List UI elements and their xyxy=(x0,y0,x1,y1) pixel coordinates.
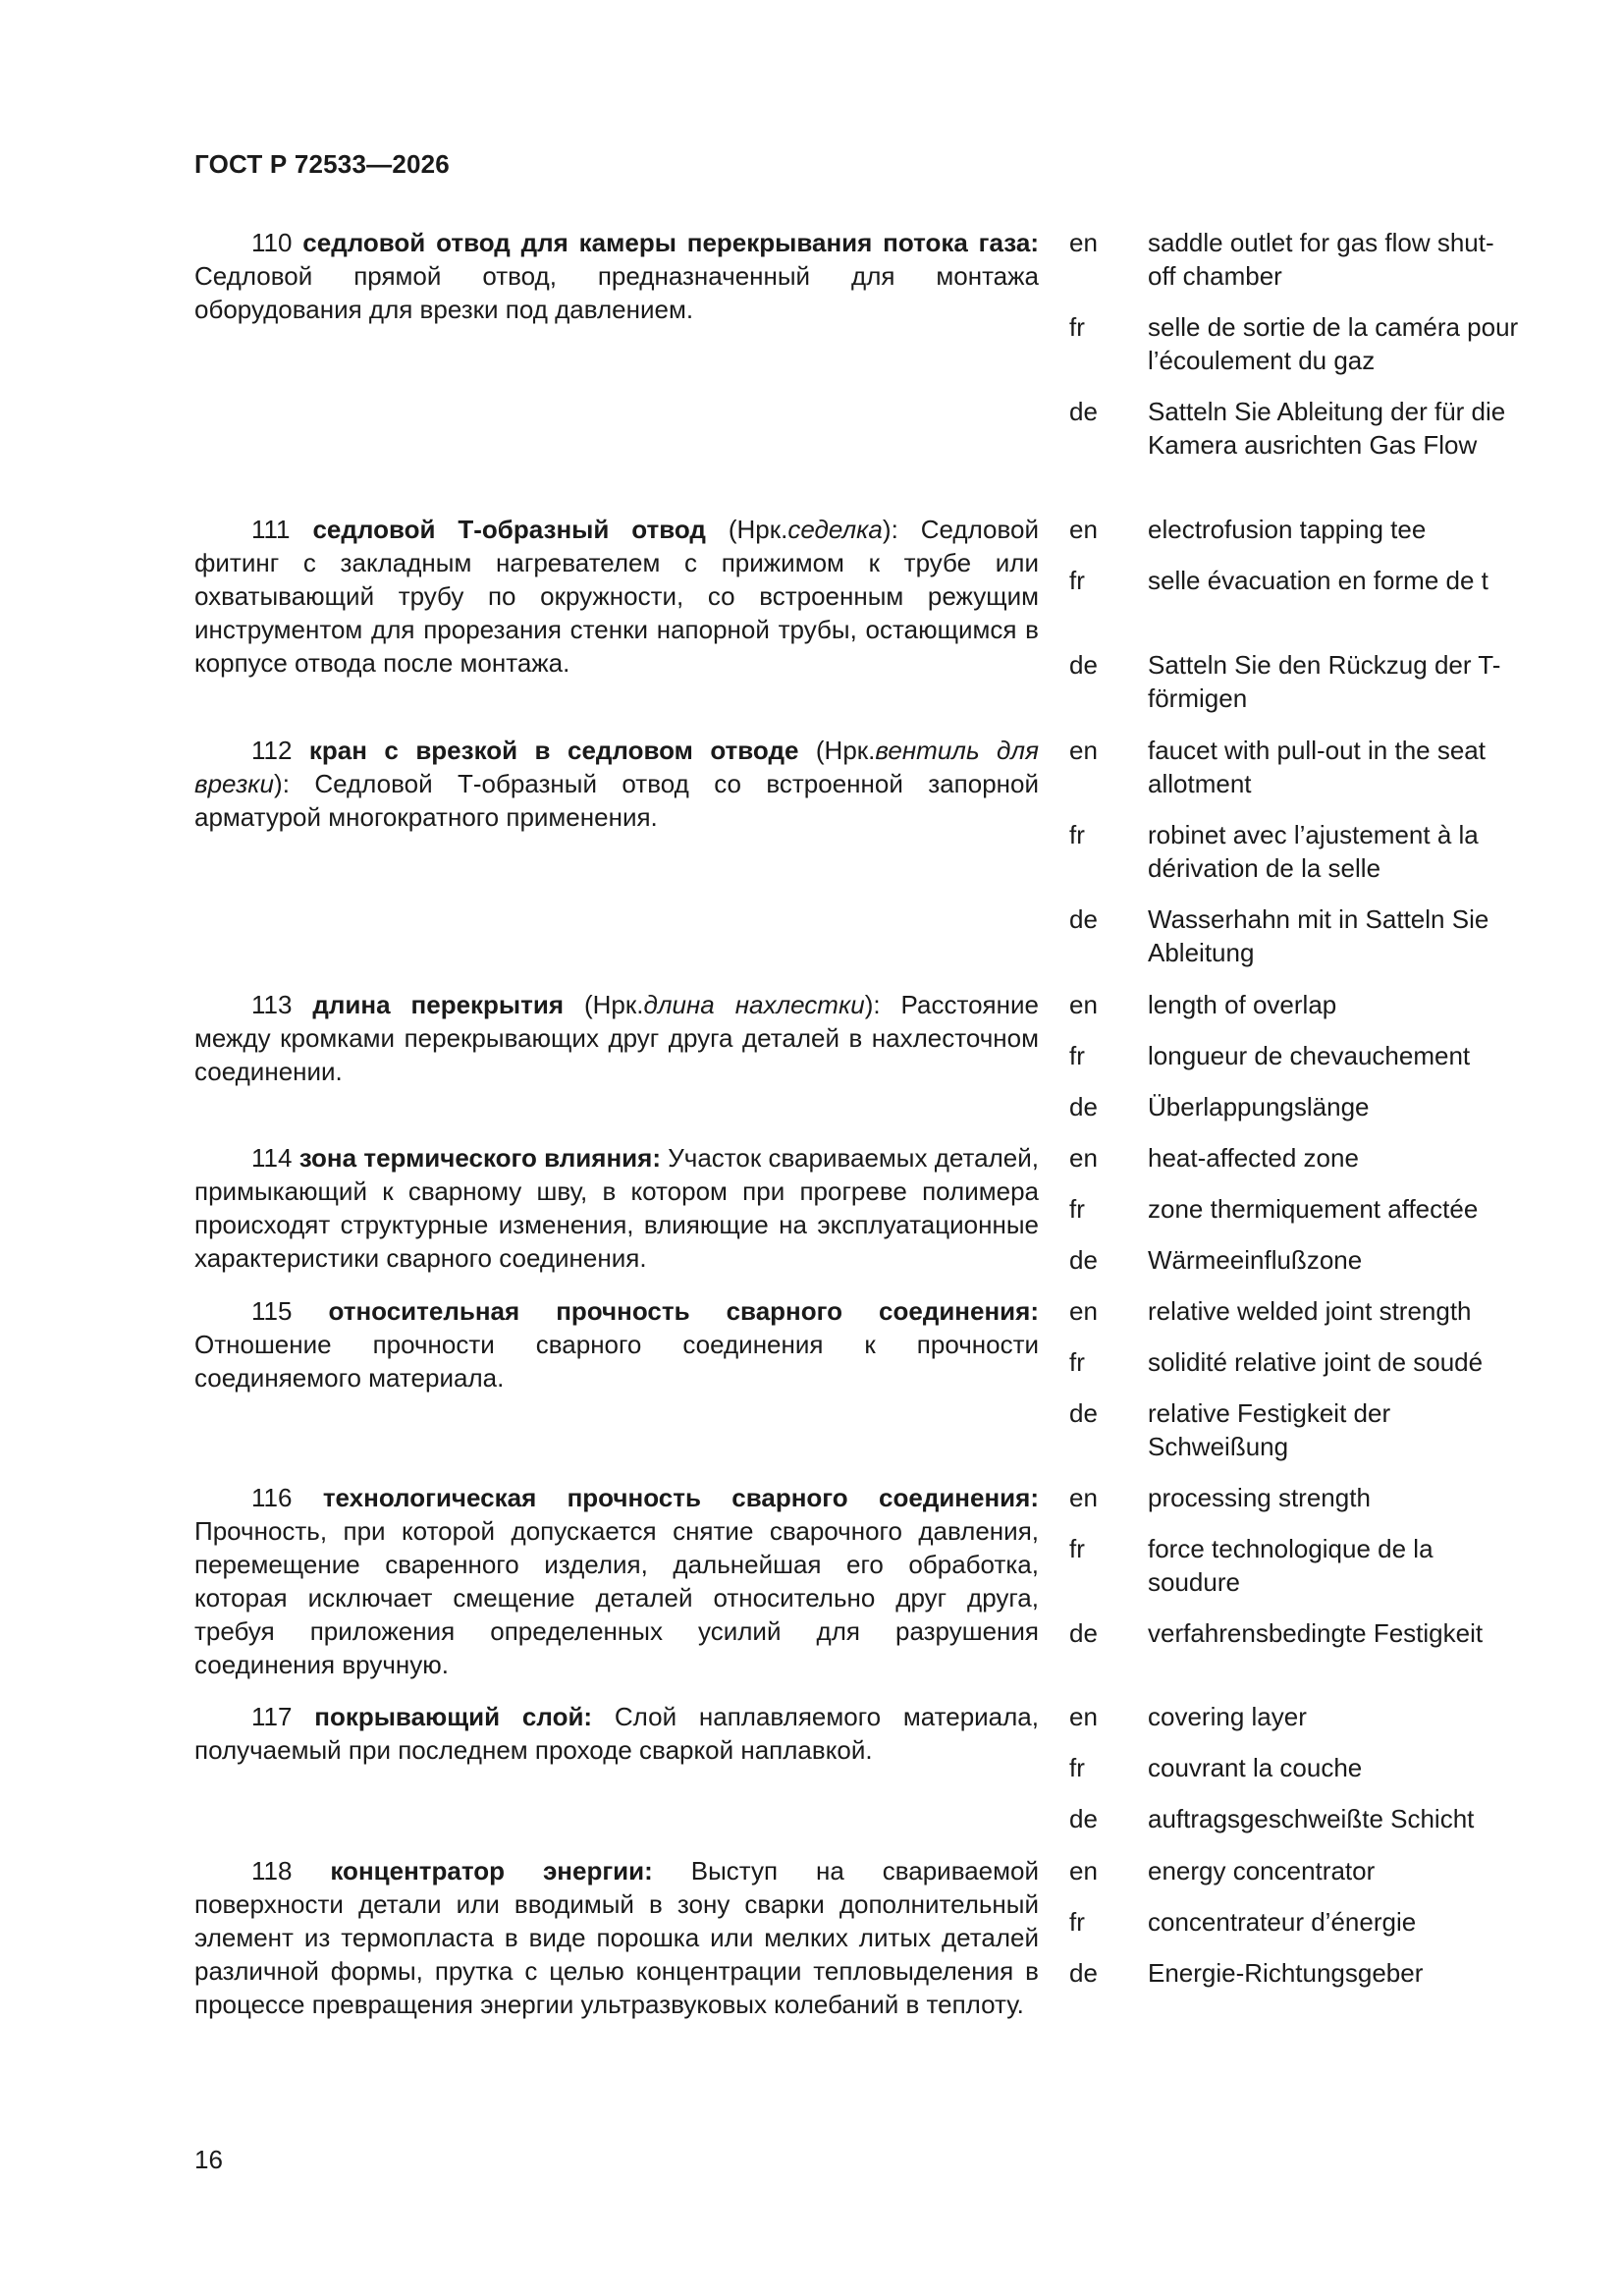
lang-code: en xyxy=(1069,1483,1098,1512)
foreign-equivalent: processing strength xyxy=(1148,1483,1371,1512)
foreign-equivalent: Satteln Sie den Rückzug der T-förmigen xyxy=(1148,650,1501,713)
lang-code: fr xyxy=(1069,1041,1085,1070)
term-definition xyxy=(194,988,1039,1088)
lang-code: de xyxy=(1069,1092,1098,1121)
foreign-equivalent: relative welded joint strength xyxy=(1148,1296,1472,1326)
definition-text: Отношение прочности сварного соединения к прочности соединяемого материала. xyxy=(194,1330,1039,1393)
term-name: концентратор энергии: xyxy=(330,1856,653,1886)
deprecated-label: (Нрк. xyxy=(583,990,644,1019)
page-number: 16 xyxy=(194,2145,223,2174)
deprecated-label: (Нрк. xyxy=(728,515,788,544)
lang-code: fr xyxy=(1069,1534,1085,1563)
term-number: 115 xyxy=(251,1296,293,1326)
foreign-equivalent: selle de sortie de la caméra pour l’écoulement du gaz xyxy=(1148,312,1519,375)
term-number: 116 xyxy=(251,1483,293,1512)
foreign-equivalent: faucet with pull-out in the seat allotment xyxy=(1148,736,1486,798)
deprecated-suffix: ): xyxy=(274,769,290,798)
definition-text: Седловой фитинг с закладным нагревателем с прижимом к трубе или охватывающий трубу по окружности, со встроенным режущим инструментом для прорезания стенки напорной трубы, остающимся в корпусе отвода после монтажа. xyxy=(194,515,1039,678)
term-name: покрывающий слой: xyxy=(314,1702,593,1731)
definition-text: Седловой прямой отвод, предназначенный для монтажа оборудования для врезки под давлением. xyxy=(194,261,1039,324)
lang-code: de xyxy=(1069,904,1098,934)
foreign-equivalent: zone thermiquement affectée xyxy=(1148,1194,1479,1224)
term-definition xyxy=(194,513,1039,680)
foreign-equivalent: heat-affected zone xyxy=(1148,1143,1359,1173)
foreign-equivalent: Wasserhahn mit in Satteln Sie Ableitung xyxy=(1148,904,1489,967)
foreign-equivalent: relative Festigkeit der Schweißung xyxy=(1148,1398,1391,1461)
lang-code: en xyxy=(1069,990,1098,1019)
foreign-equivalent: Überlappungslänge xyxy=(1148,1092,1370,1121)
document-header: ГОСТ Р 72533—2026 xyxy=(194,149,450,179)
lang-code: en xyxy=(1069,515,1098,544)
definition-text: Прочность, при которой допускается снятие сварочного давления, перемещение сваренного изделия, дальнейшая его обработка, которая исключает смещение деталей относительно друг друга, требуя приложения определенных усилий для разрушения соединения вручную. xyxy=(194,1516,1039,1679)
lang-code: de xyxy=(1069,1398,1098,1428)
deprecated-term: седелка xyxy=(787,515,883,544)
term-definition xyxy=(194,734,1039,834)
foreign-equivalent: Energie-Richtungsgeber xyxy=(1148,1958,1424,1988)
lang-code: de xyxy=(1069,1618,1098,1648)
lang-code: fr xyxy=(1069,820,1085,849)
lang-code: de xyxy=(1069,397,1098,426)
deprecated-suffix: ): xyxy=(864,990,881,1019)
foreign-equivalent: Satteln Sie Ableitung der für die Kamera ausrichten Gas Flow xyxy=(1148,397,1506,460)
lang-code: fr xyxy=(1069,1753,1085,1782)
lang-code: en xyxy=(1069,1143,1098,1173)
term-name: технологическая прочность сварного соединения: xyxy=(322,1483,1039,1512)
lang-code: fr xyxy=(1069,1907,1085,1937)
term-name: кран с врезкой в седловом отводе xyxy=(308,736,799,765)
foreign-equivalent: concentrateur d’énergie xyxy=(1148,1907,1417,1937)
term-definition xyxy=(194,1854,1039,2021)
foreign-equivalent: verfahrensbedingte Festigkeit xyxy=(1148,1618,1484,1648)
definition-text: Выступ на свариваемой поверхности детали или вводимый в зону сварки дополнительный элемент из термопласта в виде порошка или мелких литых деталей различной формы, прутка с целью концентрации тепловыделения в процессе превращения энергии ультразвуковых колебаний в теплоту. xyxy=(194,1856,1039,2019)
foreign-equivalent: longueur de chevauchement xyxy=(1148,1041,1471,1070)
term-number: 110 xyxy=(251,228,293,257)
term-number: 114 xyxy=(251,1143,293,1173)
lang-code: en xyxy=(1069,1296,1098,1326)
definition-text: Расстояние между кромками перекрывающих друг друга деталей в нахлесточном соединении. xyxy=(194,990,1039,1086)
foreign-equivalent: solidité relative joint de soudé xyxy=(1148,1347,1484,1377)
term-number: 112 xyxy=(251,736,293,765)
foreign-equivalent: couvrant la couche xyxy=(1148,1753,1363,1782)
term-name: относительная прочность сварного соединения: xyxy=(328,1296,1039,1326)
definition-text: Слой наплавляемого материала, получаемый при последнем проходе сваркой наплавкой. xyxy=(194,1702,1039,1765)
lang-code: fr xyxy=(1069,1194,1085,1224)
deprecated-term: длина нахлестки xyxy=(643,990,865,1019)
term-name: длина перекрытия xyxy=(312,990,565,1019)
lang-code: fr xyxy=(1069,312,1085,342)
term-definition xyxy=(194,1700,1039,1767)
deprecated-term: вентиль для врезки xyxy=(194,736,1039,798)
term-number: 118 xyxy=(251,1856,293,1886)
lang-code: en xyxy=(1069,1856,1098,1886)
term-number: 111 xyxy=(251,515,291,544)
foreign-equivalent: electrofusion tapping tee xyxy=(1148,515,1427,544)
lang-code: de xyxy=(1069,1958,1098,1988)
term-name: седловой Т-образный отвод xyxy=(312,515,706,544)
foreign-equivalent: force technologique de la soudure xyxy=(1148,1534,1434,1597)
foreign-equivalent: energy concentrator xyxy=(1148,1856,1376,1886)
lang-code: en xyxy=(1069,1702,1098,1731)
lang-code: de xyxy=(1069,650,1098,680)
term-name: седловой отвод для камеры перекрывания потока газа: xyxy=(302,228,1039,257)
deprecated-label: (Нрк. xyxy=(815,736,876,765)
lang-code: en xyxy=(1069,228,1098,257)
foreign-equivalent: selle évacuation en forme de t xyxy=(1148,566,1488,595)
foreign-equivalent: auftragsgeschweißte Schicht xyxy=(1148,1804,1475,1833)
foreign-equivalent: length of overlap xyxy=(1148,990,1337,1019)
foreign-equivalent: Wärmeeinflußzone xyxy=(1148,1245,1363,1275)
term-name: зона термического влияния: xyxy=(298,1143,661,1173)
term-definition xyxy=(194,1141,1039,1275)
lang-code: de xyxy=(1069,1804,1098,1833)
lang-code: en xyxy=(1069,736,1098,765)
foreign-equivalent: covering layer xyxy=(1148,1702,1307,1731)
definition-text: Седловой Т-образный отвод со встроенной запорной арматурой многократного применения. xyxy=(194,769,1039,832)
lang-code: de xyxy=(1069,1245,1098,1275)
term-definition xyxy=(194,1294,1039,1394)
lang-code: fr xyxy=(1069,566,1085,595)
term-number: 113 xyxy=(251,990,293,1019)
term-definition xyxy=(194,1481,1039,1681)
foreign-equivalent: saddle outlet for gas flow shut-off chamber xyxy=(1148,228,1494,291)
foreign-equivalent: robinet avec l’ajustement à la dérivation de la selle xyxy=(1148,820,1479,883)
definition-text: Участок свариваемых деталей, примыкающий к сварному шву, в котором при прогреве полимера происходят структурные изменения, влияющие на эксплуатационные характеристики сварного соединения. xyxy=(194,1143,1039,1273)
deprecated-suffix: ): xyxy=(882,515,898,544)
term-definition xyxy=(194,226,1039,326)
lang-code: fr xyxy=(1069,1347,1085,1377)
term-number: 117 xyxy=(251,1702,293,1731)
